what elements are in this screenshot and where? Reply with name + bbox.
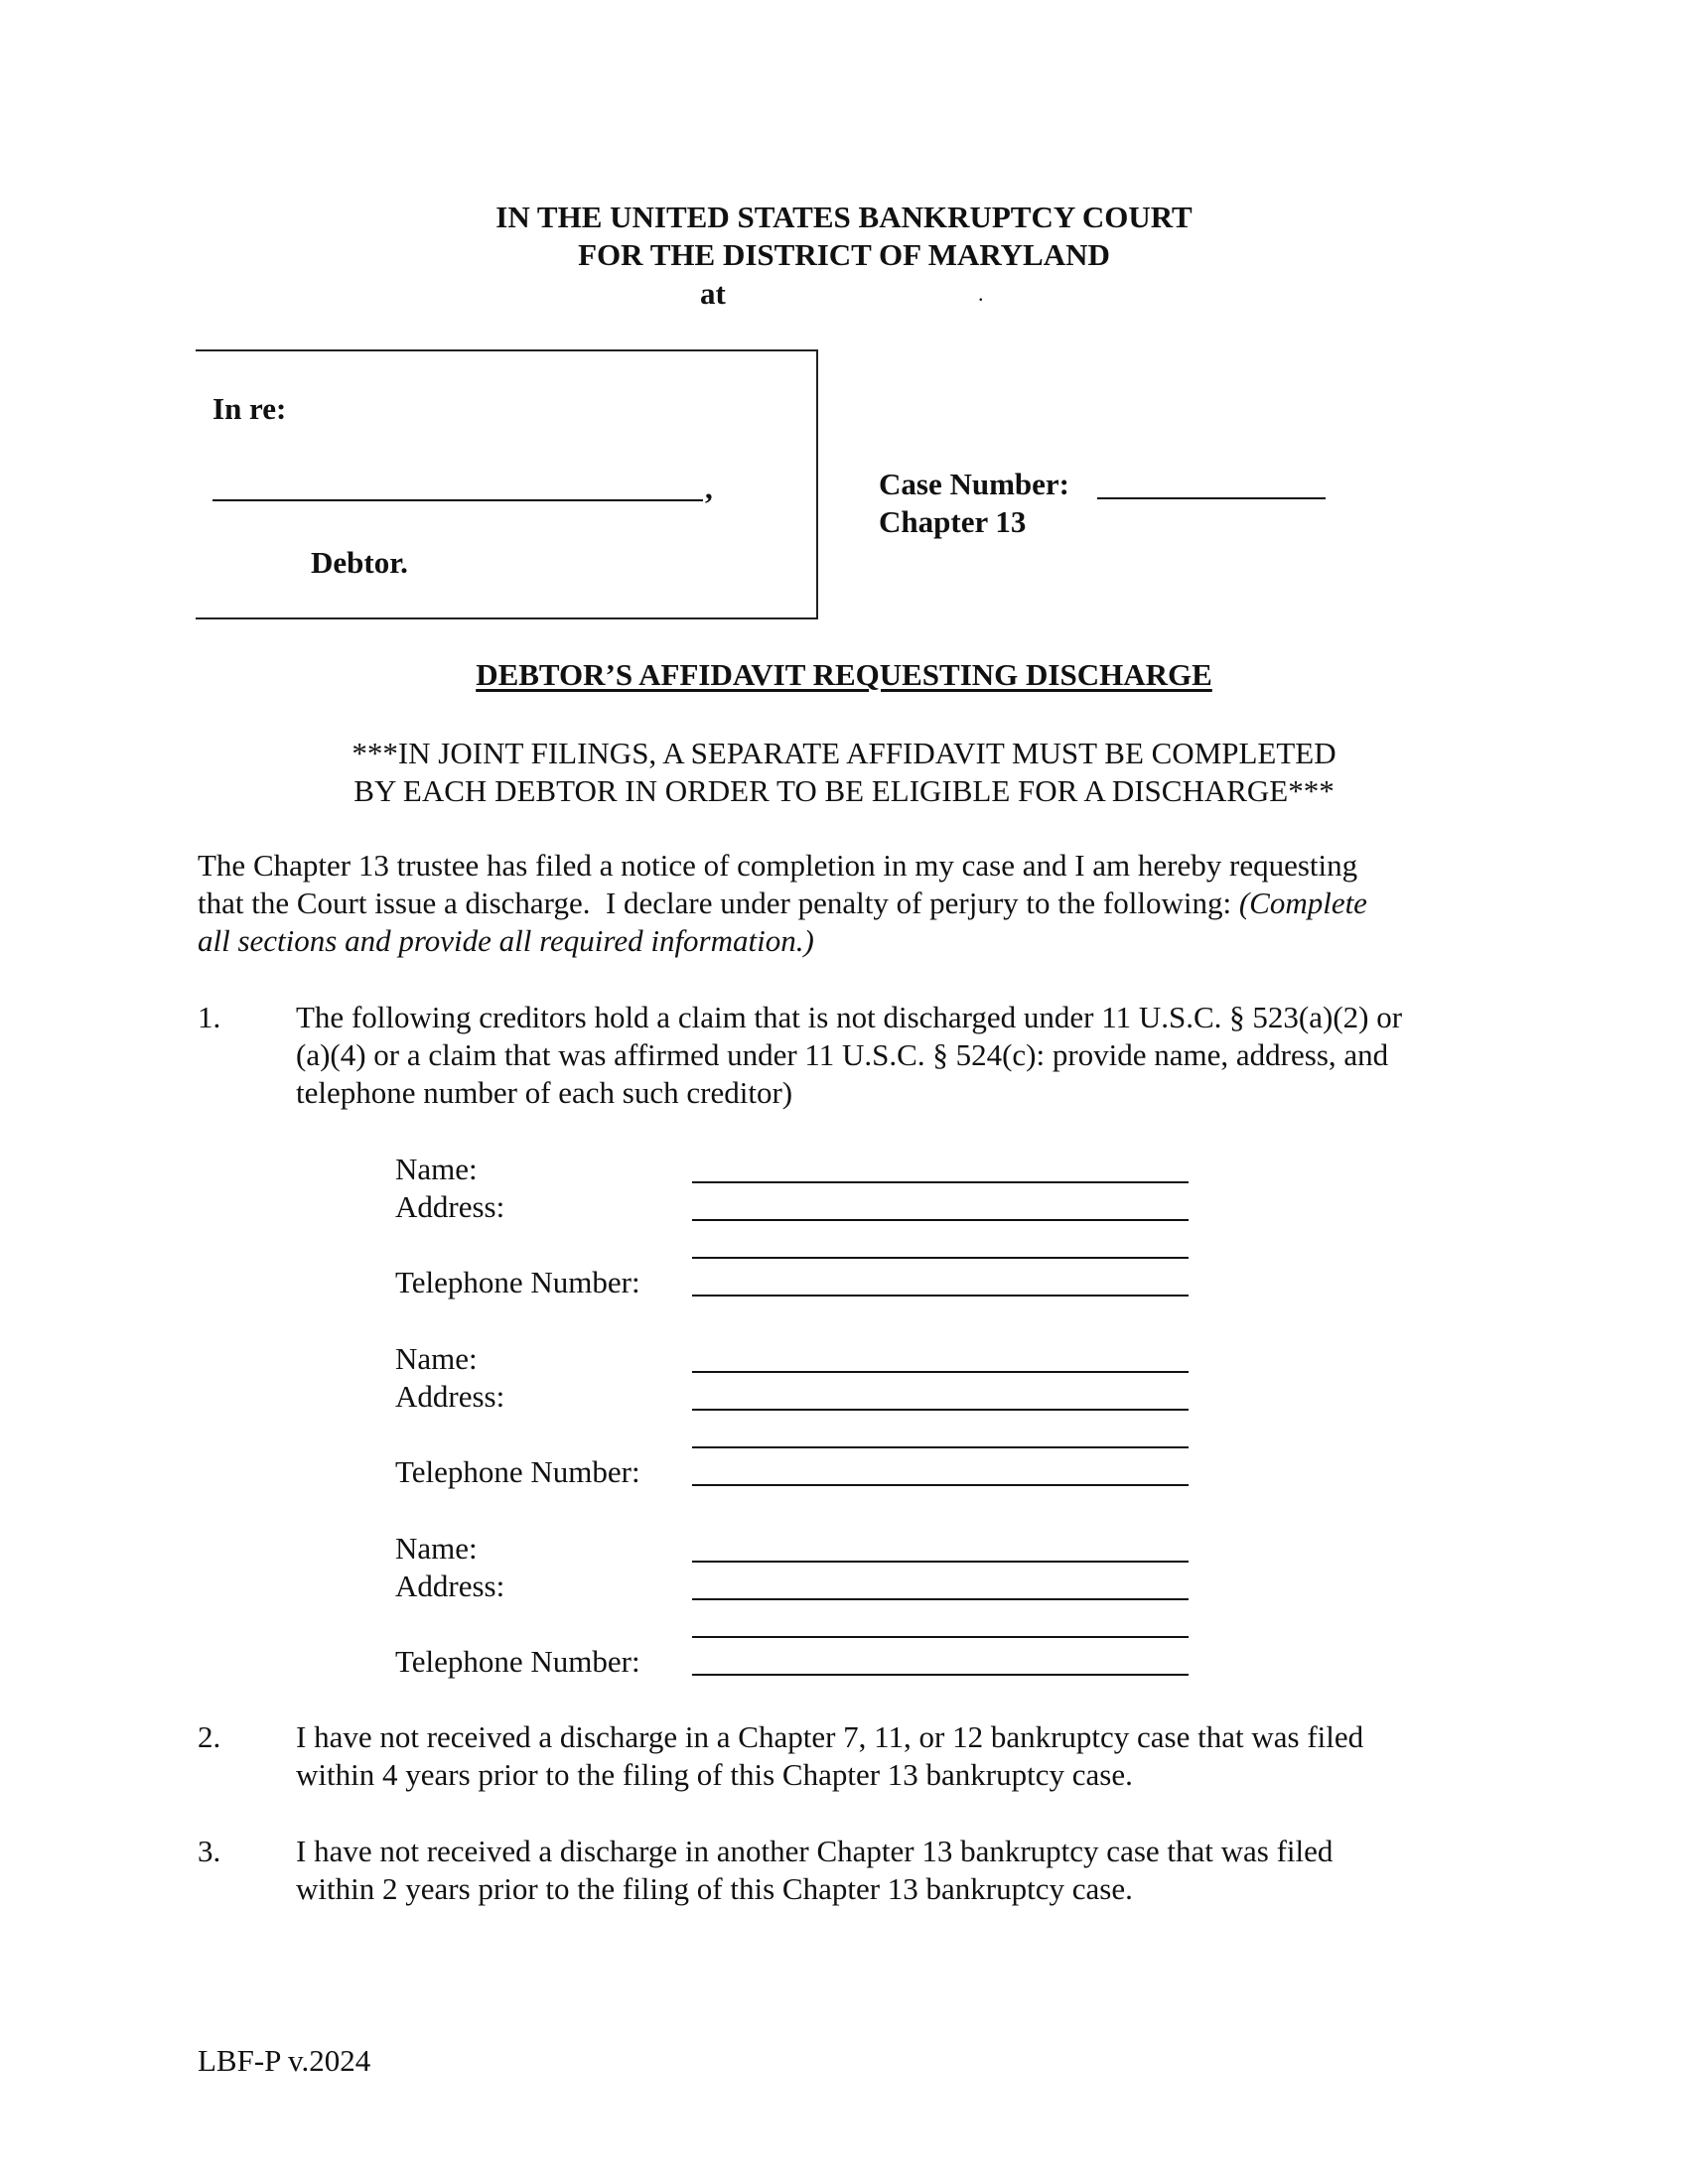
chapter-label: Chapter 13 <box>879 504 1027 539</box>
caption-box <box>196 349 818 619</box>
at-label: at <box>700 276 726 311</box>
item-1-line2: (a)(4) or a claim that was affirmed under 11 U.S.C. § 524(c): provide name, address, and <box>296 1037 1389 1072</box>
intro-line2-italic: (Complete <box>1238 886 1367 920</box>
debtor-label: Debtor. <box>311 545 408 580</box>
at-location-period: . <box>978 281 984 306</box>
item-1-line3: telephone number of each such creditor) <box>296 1075 793 1110</box>
creditor-3-telephone-field[interactable] <box>692 1674 1189 1676</box>
intro-line2-text: that the Court issue a discharge. I declare under penalty of perjury to the following: <box>198 886 1239 920</box>
joint-filing-notice-line1: ***IN JOINT FILINGS, A SEPARATE AFFIDAVIT MUST BE COMPLETED <box>352 736 1336 770</box>
creditor-3-address-field-2[interactable] <box>692 1636 1189 1638</box>
debtor-name-comma: , <box>705 471 713 505</box>
item-2-line2: within 4 years prior to the filing of this Chapter 13 bankruptcy case. <box>296 1757 1133 1792</box>
item-2-number: 2. <box>198 1719 221 1754</box>
court-district: FOR THE DISTRICT OF MARYLAND <box>578 237 1110 272</box>
creditor-1-address-field-1[interactable] <box>692 1219 1189 1221</box>
creditor-2-telephone-field[interactable] <box>692 1484 1189 1486</box>
item-3-line1: I have not received a discharge in another Chapter 13 bankruptcy case that was filed <box>296 1834 1334 1868</box>
creditor-1-telephone-label: Telephone Number: <box>395 1265 640 1299</box>
creditor-2-telephone-label: Telephone Number: <box>395 1454 640 1489</box>
creditor-2-address-label: Address: <box>395 1379 505 1414</box>
joint-filing-notice-line2: BY EACH DEBTOR IN ORDER TO BE ELIGIBLE FOR A DISCHARGE*** <box>353 773 1335 808</box>
creditor-1-name-label: Name: <box>395 1152 478 1186</box>
creditor-2-name-field[interactable] <box>692 1371 1189 1373</box>
form-version-footer: LBF-P v.2024 <box>198 2043 371 2078</box>
creditor-3-address-label: Address: <box>395 1569 505 1603</box>
creditor-1-address-field-2[interactable] <box>692 1257 1189 1259</box>
creditor-2-address-field-2[interactable] <box>692 1446 1189 1448</box>
item-3-line2: within 2 years prior to the filing of this Chapter 13 bankruptcy case. <box>296 1871 1133 1906</box>
creditor-3-name-label: Name: <box>395 1531 478 1566</box>
intro-line1: The Chapter 13 trustee has filed a notice of completion in my case and I am hereby requesting <box>198 848 1358 883</box>
case-number-field[interactable] <box>1097 497 1326 499</box>
intro-line2 <box>198 885 1367 922</box>
creditor-1-telephone-field[interactable] <box>692 1295 1189 1297</box>
intro-line3 <box>198 922 814 960</box>
debtor-name-field[interactable] <box>212 499 703 501</box>
in-re-label: In re: <box>212 391 287 426</box>
creditor-2-address-field-1[interactable] <box>692 1409 1189 1411</box>
creditor-2-name-label: Name: <box>395 1341 478 1376</box>
item-3-number: 3. <box>198 1834 221 1868</box>
item-2-line1: I have not received a discharge in a Chapter 7, 11, or 12 bankruptcy case that was filed <box>296 1719 1364 1754</box>
creditor-3-address-field-1[interactable] <box>692 1598 1189 1600</box>
creditor-3-name-field[interactable] <box>692 1561 1189 1563</box>
case-number-label: Case Number: <box>879 467 1069 501</box>
item-1-number: 1. <box>198 1000 221 1034</box>
item-1-line1: The following creditors hold a claim that is not discharged under 11 U.S.C. § 523(a)(2) or <box>296 1000 1403 1034</box>
court-name: IN THE UNITED STATES BANKRUPTCY COURT <box>495 200 1193 234</box>
form-title: DEBTOR’S AFFIDAVIT REQUESTING DISCHARGE <box>476 657 1212 692</box>
creditor-3-telephone-label: Telephone Number: <box>395 1644 640 1679</box>
creditor-1-address-label: Address: <box>395 1189 505 1224</box>
intro-line3-italic: all sections and provide all required information.) <box>198 923 814 958</box>
creditor-1-name-field[interactable] <box>692 1181 1189 1183</box>
